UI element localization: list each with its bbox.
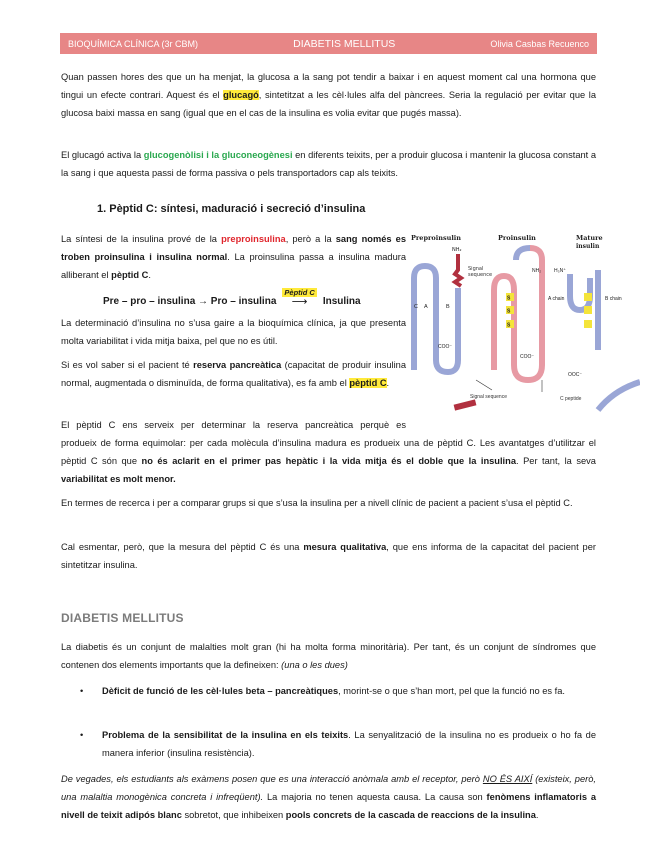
svg-text:Signal: Signal [468, 266, 484, 272]
label-mature-2: insulin [576, 243, 600, 250]
svg-text:S: S [507, 308, 511, 315]
svg-text:C: C [414, 304, 418, 310]
signal-sequence-chain [455, 254, 461, 286]
intro-paragraph-2: El glucagó activa la glucogenòlisi i la gluconeogènesi en diferents teixits, per a produir glucosa i mantenir la glucosa constant a la sang i que aquesta passi de forma passiva o pels transportadors cap als teixits. [61, 150, 597, 178]
label-nh2-pre: NH₂ [452, 247, 462, 253]
header-course: BIOQUÍMICA CLÍNICA (3r CBM) [68, 38, 199, 49]
emphasis-not-so: NO ÉS AIXÍ [482, 774, 533, 784]
svg-text:sequence: sequence [468, 272, 493, 278]
peptide-paragraph-5: En termes de recerca i per a comparar grups si que s’usa la insulina per a nivell clínic de pacient a pacient s’usa el pèptid C. [61, 498, 573, 508]
peptide-paragraph-1: La síntesi de la insulina prové de la preproinsulina, però a la sang només es troben proinsulina i insulina normal. La proinsulina passa a insulina madura alliberant el pèptid C. [61, 234, 407, 280]
a-chain [570, 274, 590, 310]
svg-text:COO⁻: COO⁻ [520, 354, 535, 360]
preproinsulin-chain [414, 266, 458, 372]
peptide-paragraph-2: La determinació d’insulina no s’usa gaire a la bioquímica clínica, ja que presenta molta variabilitat i vida mitja baixa, pel que no es útil. [61, 318, 406, 346]
diabetis-paragraph-2: De vegades, els estudiants als exàmens posen que es una interacció anòmala amb el receptor, però NO ÉS AIXÍ (existeix, però, una malaltia monogènica concreta i infreqüent). La majoria no tenen aquesta causa. La causa son fenòmens inflamatoris a nivell de teixit adipós blanc sobretot, que inhibeixen pools concrets de la cascada de reaccions de la insulina. [61, 774, 596, 820]
svg-text:S: S [507, 295, 511, 302]
peptide-paragraph-3: Si es vol saber si el pacient té reserva pancreàtica (capacitat de produir insulina normal, augmentada o disminuïda, de forma qualitativa), es fa amb el pèptid C. [61, 360, 406, 388]
svg-text:C peptide: C peptide [560, 396, 582, 402]
highlight-glucagon: glucagó [223, 90, 259, 100]
svg-text:B: B [446, 304, 450, 310]
svg-text:Signal sequence: Signal sequence [470, 394, 507, 400]
svg-text:NH₂: NH₂ [532, 268, 542, 274]
label-mature-1: Mature [576, 234, 603, 242]
green-term: glucogenòlisi i la gluconeogènesi [143, 150, 293, 160]
equation-arrow: Pèptid C ⟶ [284, 288, 315, 308]
highlight-peptide-c: pèptid C [349, 378, 387, 388]
red-term-preproinsulin: preproinsulina [221, 234, 286, 244]
label-preproinsulin: Preproinsulin [411, 234, 461, 242]
released-signal-sequence [454, 399, 477, 410]
peptide-paragraph-4-line1: El pèptid C ens serveix per determinar la reserva pancreàtica perquè es [61, 420, 406, 430]
header-title: DIABETIS MELLITUS [293, 37, 396, 50]
insulin-equation: Pre – pro – insulina → Pro – insulina Pèptid C ⟶ Insulina [103, 288, 361, 308]
svg-text:B chain: B chain [605, 296, 622, 302]
header-author: Olivia Casbas Recuenco [490, 38, 589, 49]
insulin-maturation-figure [408, 230, 640, 416]
peptide-paragraph-4: produeix de forma equimolar: per cada molècula d’insulina madura es produeix una de pèptid C. Les avantatges d’utilitzar el pèptid C són que no és aclarit en el primer pas hepàtic i la vida mitja és el doble que la insulina. Per tant, la seva variabilitat es molt menor. [61, 438, 596, 484]
diabetis-paragraph-1: La diabetis és un conjunt de malalties molt gran (hi ha molta forma minoritària). Per tant, és un conjunt de síndromes que contenen dos elements importants que la defineixen: (una o les dues) [61, 642, 596, 670]
label-proinsulin: Proinsulin [498, 234, 536, 242]
page-header [60, 33, 597, 54]
intro-paragraph-1: Quan passen hores des que un ha menjat, la glucosa a la sang pot tendir a baixar i en aquest moment cal una hormona que tingui un efecte contrari. Aquest és el glucagó, sintetitzat a les cèl·lules alfa del pàncrees. Seria la regulació per evitar que la glucosa baixi massa en sang (igual que en el cas de la insulina es volia evitar que pugés massa). [61, 72, 596, 118]
svg-text:A chain: A chain [548, 296, 565, 302]
svg-text:H₃N⁺: H₃N⁺ [554, 268, 566, 274]
svg-text:A: A [424, 304, 428, 310]
svg-text:COO⁻: COO⁻ [438, 344, 453, 350]
arrow-label-peptide-c: Pèptid C [284, 288, 315, 297]
svg-text:S: S [507, 322, 511, 329]
svg-text:OOC⁻: OOC⁻ [568, 372, 583, 378]
section-heading-peptide-c: 1. Pèptid C: síntesi, maduració i secreció d’insulina [97, 203, 366, 215]
bullet-item-beta-cells: • Dèficit de funció de les cèl·lules beta – pancreàtiques, morint-se o que s’han mort, pel que la funció no es fa. [80, 686, 565, 696]
bullet-item-insulin-sensitivity: • Problema de la sensibilitat de la insulina en els teixits. La senyalització de la insulina no es produeix o ho fa de manera inferior (insulina resistència). [80, 730, 597, 758]
c-peptide-fragment [598, 382, 640, 410]
peptide-paragraph-6: Cal esmentar, però, que la mesura del pèptid C és una mesura qualitativa, que ens informa de la capacitat del pacient per sintetitzar insulina. [61, 542, 596, 570]
section-heading-diabetis: DIABETIS MELLITUS [61, 611, 184, 625]
